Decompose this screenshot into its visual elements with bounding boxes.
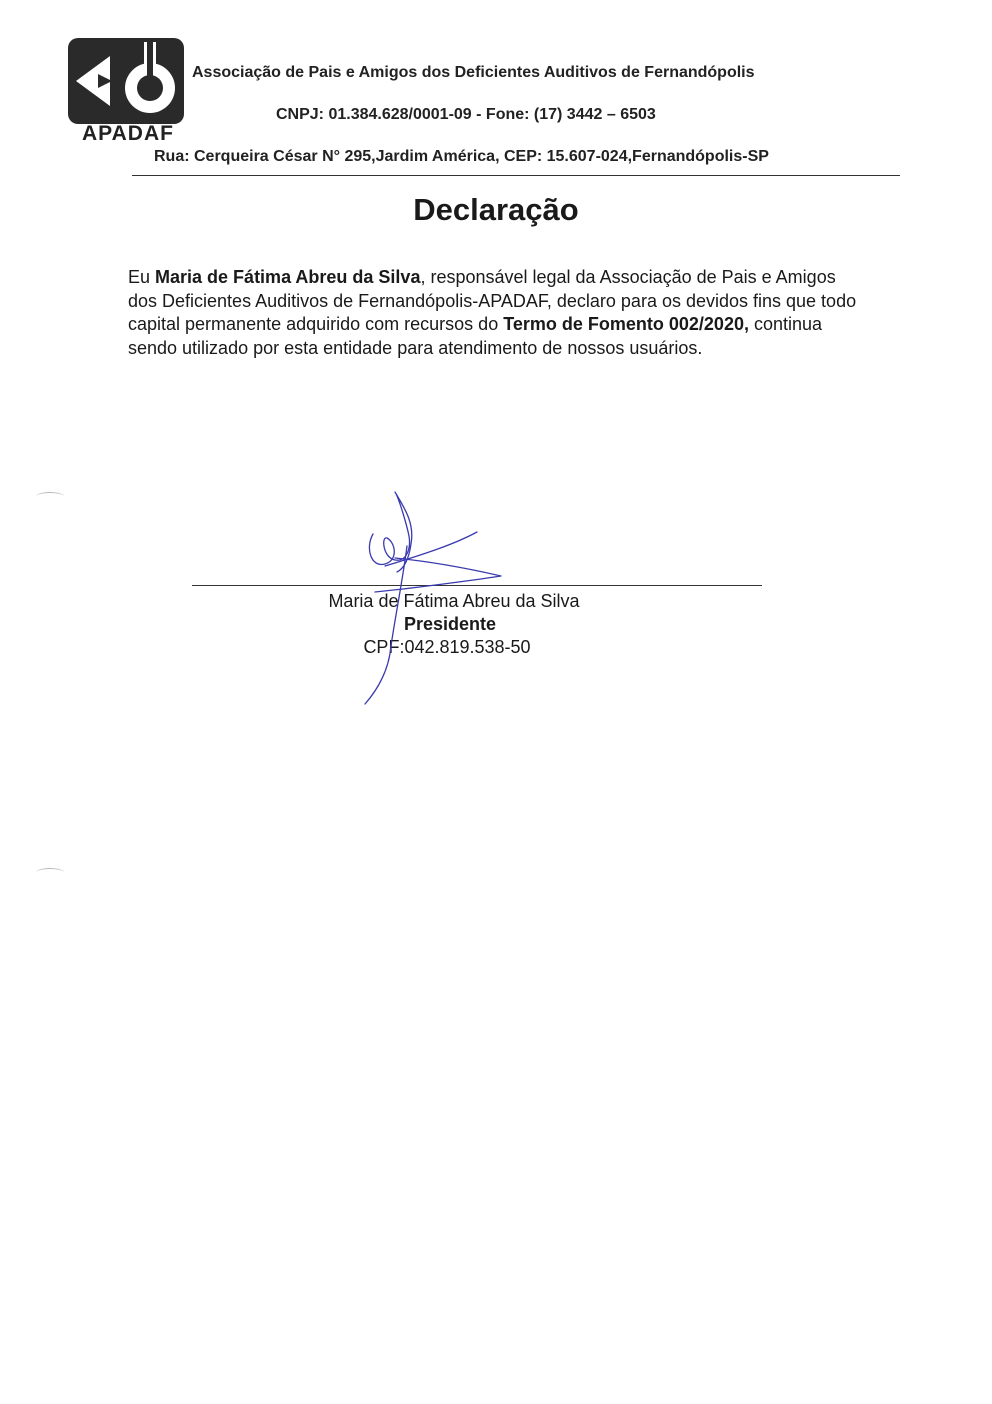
signatory-name: Maria de Fátima Abreu da Silva [328, 591, 580, 611]
body-text-2: , responsável legal da Associação de Pais e Amigos dos Deficientes Auditivos de Fernandópolis-APADAF, declaro para os devidos fins que todo capital permanente adquirido com recursos do [128, 267, 857, 334]
signatory-cpf: CPF:042.819.538-50 [363, 637, 531, 657]
body-name: Maria de Fátima Abreu da Silva [155, 267, 421, 287]
org-cnpj-phone: CNPJ: 01.384.628/0001-09 - Fone: (17) 3442 – 6503 [276, 106, 656, 123]
header-divider [132, 175, 900, 176]
logo-text: APADAF [82, 122, 174, 145]
logo-icon [68, 38, 184, 124]
org-name: Associação de Pais e Amigos dos Deficientes Auditivos de Fernandópolis [192, 64, 755, 81]
document-title: Declaração [413, 192, 579, 227]
body-term: Termo de Fomento 002/2020, [503, 314, 749, 334]
scan-mark [36, 868, 64, 877]
body-text-3: continua sendo utilizado por esta entidade para atendimento de nossos usuários. [128, 314, 823, 358]
body-text-1: Eu [128, 267, 156, 287]
declaration-body [128, 266, 868, 360]
org-address: Rua: Cerqueira César N° 295,Jardim América, CEP: 15.607-024,Fernandópolis-SP [154, 148, 769, 165]
handwritten-signature [355, 488, 515, 708]
scan-mark [36, 492, 64, 501]
signatory-role: Presidente [403, 614, 497, 634]
apadaf-logo [68, 38, 188, 148]
